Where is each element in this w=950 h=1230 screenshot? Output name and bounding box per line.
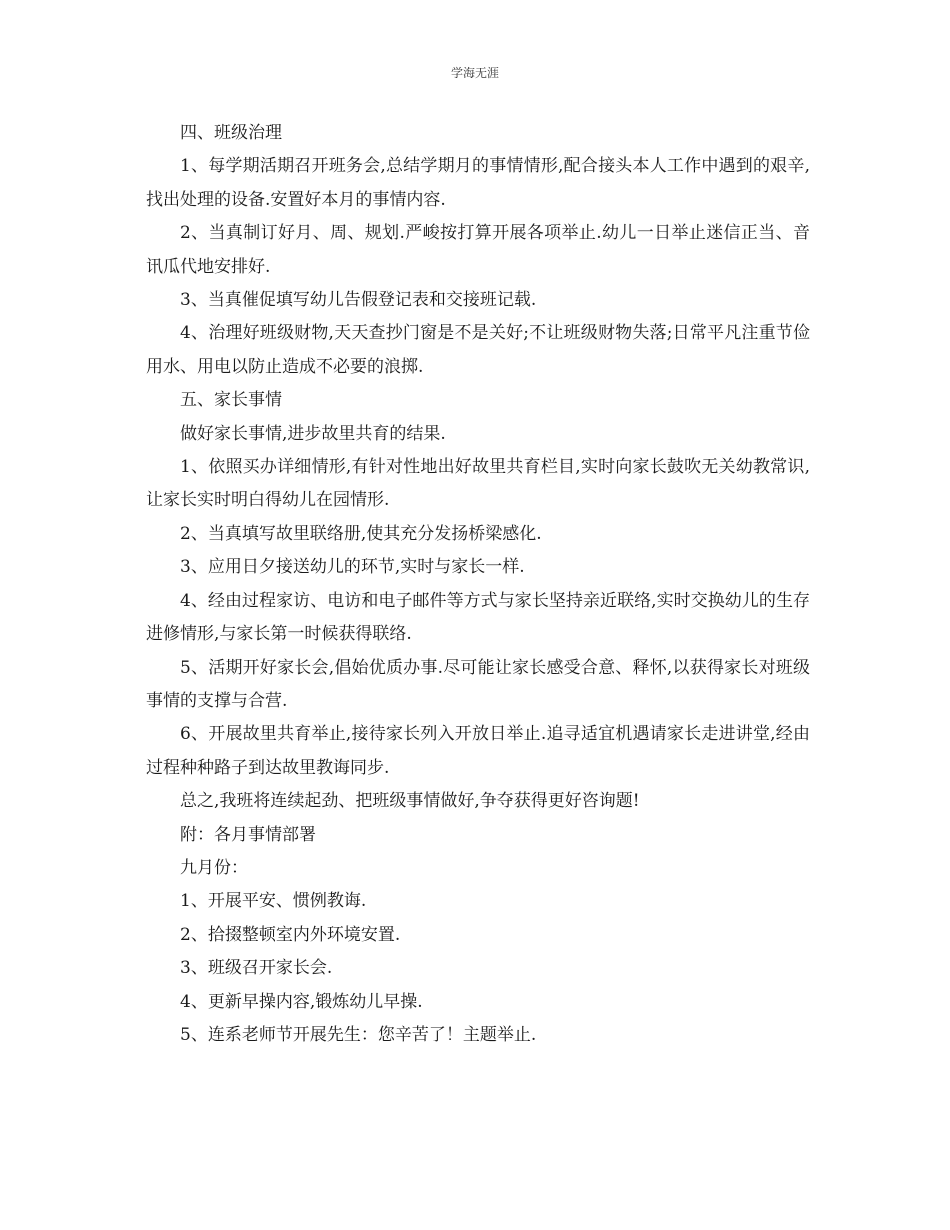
list-item: 4、更新早操内容,锻炼幼儿早操. xyxy=(180,991,423,1012)
list-item: 1、开展平安、惯例教诲. xyxy=(180,891,367,912)
paragraph: 做好家长事情,进步故里共育的结果. xyxy=(180,423,446,444)
paragraph: 6、开展故里共育举止,接待家长列入开放日举止.追寻适宜机遇请家长走进讲堂,经由过程种种路子到达故里教诲同步. xyxy=(146,724,810,778)
list-item: 2、拾掇整顿室内外环境安置. xyxy=(180,924,401,945)
appendix-heading: 附：各月事情部署 xyxy=(180,824,316,845)
list-item: 5、连系老师节开展先生：您辛苦了！主题举止. xyxy=(180,1024,537,1045)
section-heading: 五、家长事情 xyxy=(180,390,282,411)
page-header: 学海无涯 xyxy=(450,66,499,80)
paragraph: 1、依照买办详细情形,有针对性地出好故里共育栏目,实时向家长鼓吹无关幼教常识,让家长实时明白得幼儿在园情形. xyxy=(146,457,810,511)
paragraph: 3、应用日夕接送幼儿的环节,实时与家长一样. xyxy=(180,557,525,578)
month-heading: 九月份： xyxy=(180,857,248,878)
paragraph: 4、治理好班级财物,天天查抄门窗是不是关好;不让班级财物失落;日常平凡注重节俭用水、用电以防止造成不必要的浪掷. xyxy=(146,323,810,377)
paragraph: 2、当真制订好月、周、规划.严峻按打算开展各项举止.幼儿一日举止迷信正当、音讯瓜代地安排好. xyxy=(146,223,810,277)
list-item: 3、班级召开家长会. xyxy=(180,958,333,979)
paragraph: 3、当真催促填写幼儿告假登记表和交接班记载. xyxy=(180,290,537,311)
paragraph: 1、每学期活期召开班务会,总结学期月的事情情形,配合接头本人工作中遇到的艰辛,找出处理的设备.安置好本月的事情内容. xyxy=(146,156,810,210)
paragraph: 2、当真填写故里联络册,使其充分发扬桥梁感化. xyxy=(180,523,542,544)
document-body xyxy=(146,117,810,1052)
section-heading: 四、班级治理 xyxy=(180,123,282,143)
paragraph: 总之,我班将连续起劲、把班级事情做好,争夺获得更好咨询题! xyxy=(180,791,640,812)
paragraph: 5、活期开好家长会,倡始优质办事.尽可能让家长感受合意、释怀,以获得家长对班级事情的支撑与合营. xyxy=(146,657,810,711)
paragraph: 4、经由过程家访、电访和电子邮件等方式与家长坚持亲近联络,实时交换幼儿的生存进修情形,与家长第一时候获得联络. xyxy=(146,590,810,645)
